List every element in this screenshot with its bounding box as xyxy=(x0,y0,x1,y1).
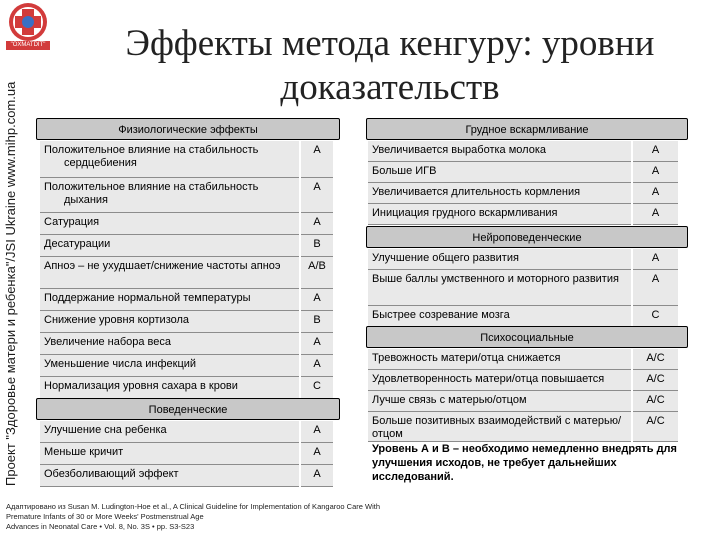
row-text: Больше ИГВ xyxy=(368,162,631,183)
row-level: A xyxy=(301,421,333,443)
row-level: A xyxy=(633,141,678,162)
row-level: C xyxy=(633,306,678,327)
row-text: Поддержание нормальной температуры xyxy=(40,289,299,311)
left-rows xyxy=(40,141,333,399)
right-header-neurobehavioral: Нейроповеденческие xyxy=(366,226,688,248)
row-text: Быстрее созревание мозга xyxy=(368,306,631,327)
table-row xyxy=(40,141,333,178)
row-level: A xyxy=(301,355,333,377)
table-row xyxy=(368,162,678,183)
row-level: A xyxy=(301,289,333,311)
right-rows-psycho xyxy=(368,349,678,442)
row-text: Инициация грудного вскармливания xyxy=(368,204,631,225)
table-row xyxy=(40,355,333,377)
row-text: Меньше кричит xyxy=(40,443,299,465)
table-row xyxy=(40,289,333,311)
left-header-behavioral-label: Поведенческие xyxy=(148,404,228,416)
row-level: A xyxy=(301,141,333,178)
left-header-physiological: Физиологические эффекты xyxy=(36,118,340,140)
row-level: A xyxy=(633,183,678,204)
table-row xyxy=(40,311,333,333)
row-level: A/C xyxy=(633,349,678,370)
row-level: A xyxy=(633,270,678,306)
logo xyxy=(0,0,56,52)
sidebar-project-text: Проект "Здоровье матери и ребенка"/JSI Ukraine www.mihp.com.ua xyxy=(3,81,18,486)
row-level: A/B xyxy=(301,257,333,289)
row-text: Снижение уровня кортизола xyxy=(40,311,299,333)
row-level: B xyxy=(301,311,333,333)
row-level: A xyxy=(301,443,333,465)
row-text: Обезболивающий эффект xyxy=(40,465,299,487)
table-row xyxy=(40,235,333,257)
row-level: A/C xyxy=(633,412,678,442)
table-row xyxy=(40,377,333,399)
row-text: Увеличивается длительность кормления xyxy=(368,183,631,204)
right-header-breastfeeding: Грудное вскармливание xyxy=(366,118,688,140)
page-title xyxy=(90,22,690,110)
left-header-behavioral xyxy=(36,398,340,420)
table-row xyxy=(368,306,678,327)
row-level: A xyxy=(633,249,678,270)
table-row xyxy=(40,333,333,355)
table-row xyxy=(40,257,333,289)
row-text: Удовлетворенность матери/отца повышается xyxy=(368,370,631,391)
row-text: Десатурации xyxy=(40,235,299,257)
citation xyxy=(6,502,566,532)
row-text: Лучше связь с матерью/отцом xyxy=(368,391,631,412)
row-text: Апноэ – не ухудшает/снижение частоты апноэ xyxy=(40,257,299,289)
row-text: Больше позитивных взаимодействий с матерью/отцом xyxy=(368,412,631,442)
table-row xyxy=(368,370,678,391)
right-rows-neuro xyxy=(368,249,678,327)
row-text: Сатурация xyxy=(40,213,299,235)
left-rows-behavioral xyxy=(40,421,333,487)
row-text: Выше баллы умственного и моторного развития xyxy=(368,270,631,306)
table-row xyxy=(368,391,678,412)
row-level: A/C xyxy=(633,370,678,391)
evidence-note: Уровень А и В – необходимо немедленно внедрять для улучшения исходов, не требует дальнейших исследований. xyxy=(372,443,677,483)
table-row xyxy=(368,249,678,270)
right-header-psychosocial: Психосоциальные xyxy=(366,326,688,348)
row-level: A xyxy=(301,465,333,487)
row-text: Улучшение сна ребенка xyxy=(40,421,299,443)
row-level: C xyxy=(301,377,333,399)
row-level: A xyxy=(301,333,333,355)
citation-line-3: Advances in Neonatal Care • Vol. 8, No. 3S • pp. S3-S23 xyxy=(6,522,195,531)
row-level: A xyxy=(301,178,333,213)
table-row xyxy=(40,178,333,213)
table-row xyxy=(368,270,678,306)
row-text: Улучшение общего развития xyxy=(368,249,631,270)
row-level: A xyxy=(301,213,333,235)
row-text: Нормализация уровня сахара в крови xyxy=(40,377,299,399)
row-text: Уменьшение числа инфекций xyxy=(40,355,299,377)
row-text: Увеличивается выработка молока xyxy=(368,141,631,162)
table-row xyxy=(368,183,678,204)
row-text: Положительное влияние на стабильность дыхания xyxy=(40,178,299,213)
table-row xyxy=(368,412,678,442)
row-text: Положительное влияние на стабильность сердцебиения xyxy=(40,141,299,178)
table-row xyxy=(40,421,333,443)
row-level: A/C xyxy=(633,391,678,412)
table-row xyxy=(40,465,333,487)
title-line-1: Эффекты метода кенгуру: уровни xyxy=(125,23,655,64)
row-level: A xyxy=(633,204,678,225)
right-rows xyxy=(368,141,678,225)
title-line-2: доказательств xyxy=(280,67,500,108)
row-text: Увеличение набора веса xyxy=(40,333,299,355)
row-text: Тревожность матери/отца снижается xyxy=(368,349,631,370)
table-row xyxy=(368,141,678,162)
table-row xyxy=(368,204,678,225)
table-row xyxy=(40,443,333,465)
table-row xyxy=(40,213,333,235)
citation-line-1: Адаптировано из Susan M. Ludington-Hoe et al., A Clinical Guideline for Implementation of Kangaroo Care With xyxy=(6,502,381,511)
row-level: A xyxy=(633,162,678,183)
citation-line-2: Premature Infants of 30 or More Weeks' Postmenstrual Age xyxy=(6,512,204,521)
table-row xyxy=(368,349,678,370)
row-level: B xyxy=(301,235,333,257)
logo-label: "OXMATDIT" xyxy=(10,42,46,48)
